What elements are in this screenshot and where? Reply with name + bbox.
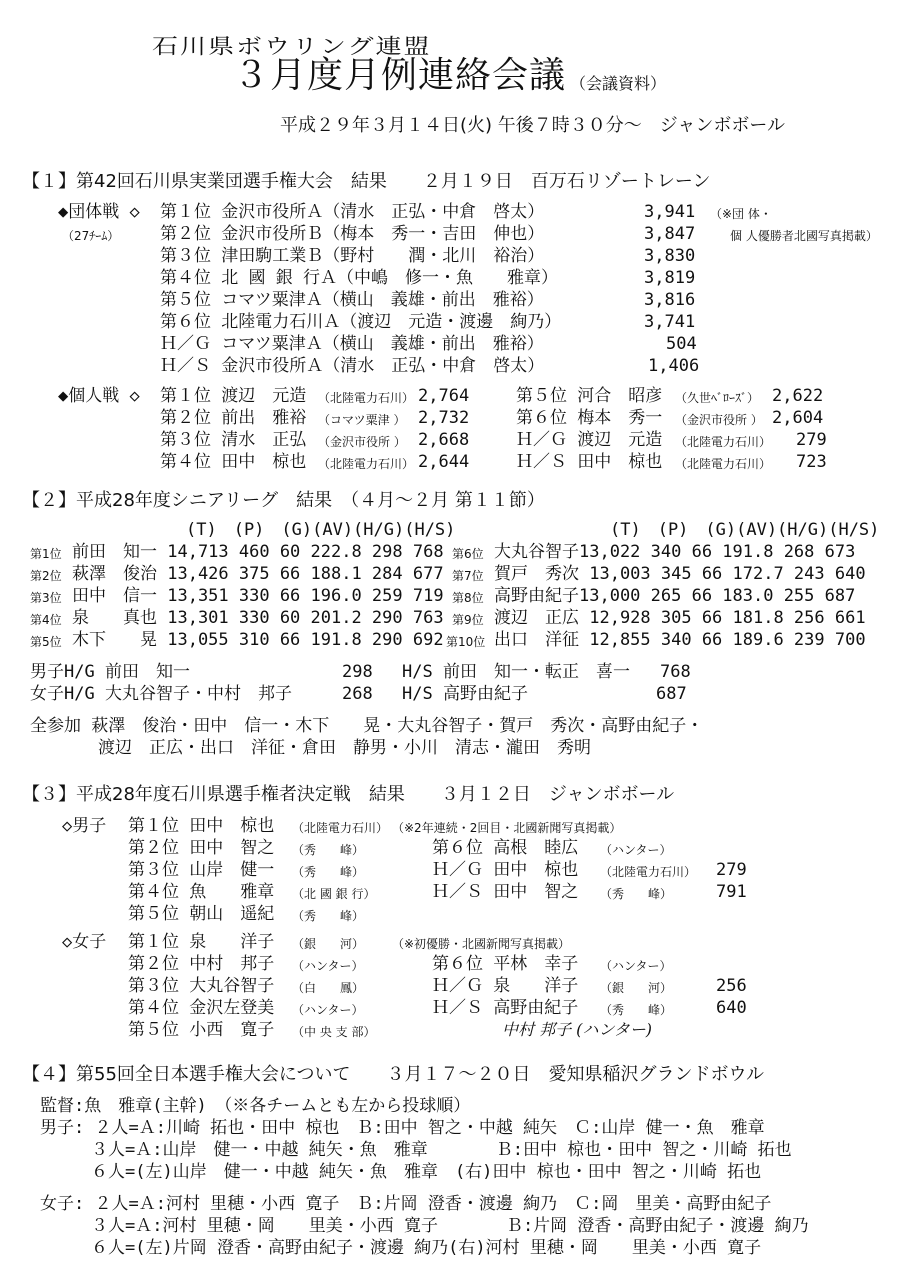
men-team: （秀 峰） [292,843,365,857]
meeting-datetime: 平成２９年３月１４日(火) 午後７時３０分〜 ジャンボボール [280,115,786,136]
men-hs-score: 768 [660,662,691,682]
women-rank-right: Ｈ／Ｓ 高野由紀子 [432,998,579,1018]
women-rank: 第２位 中村 邦子 [128,954,275,974]
men-rank-right: 第６位 高根 睦広 [432,838,579,858]
section-3-heading: 【３】平成28年度石川県選手権者決定戦 結果 ３月１２日 ジャンボボール [22,784,675,805]
ind-right-score: 279 [796,430,827,450]
individual-event-label: ◆個人戦 ◇ [58,386,140,406]
men-team-right: （北陸電力石川） [600,865,697,879]
senior-row-left: 田中 信一 13,351 330 66 196.0 259 719 [72,586,444,606]
women-label: ◇女子 [62,932,107,952]
women-team-right: （秀 峰） [600,1003,673,1017]
men-team: （秀 峰） [292,909,365,923]
team-score: 3,847 [644,224,696,244]
men-hg-label: 男子H/G 前田 知一 [30,662,190,682]
senior-col-header-left: (T) (P) (G)(AV)(H/G)(H/S) [186,520,456,540]
ind-right-team: （北陸電力石川） [675,435,772,449]
team-row: 第４位 北 國 銀 行Ａ（中嶋 修一・魚 雅章） [160,268,558,288]
men-lineup-6: ６人=(左)山岸 健一・中越 純矢・魚 雅章 (右)田中 椋也・田中 智之・川崎 拓也 [40,1162,762,1182]
handwritten-note: 中村 邦子 (ハンター) [502,1020,653,1039]
women-team: （ハンター） [292,1003,364,1017]
ind-left: 第２位 前出 雅裕 [160,408,307,428]
team-score: 3,830 [644,246,696,266]
org-name: 石川県ボウリング連盟 [152,35,432,59]
team-event-label: ◆団体戦 ◇ [58,202,140,222]
page-subtitle: （会議資料） [570,74,667,93]
men-rank: 第５位 朝山 遥紀 [128,904,275,924]
team-row: 第３位 津田駒工業Ｂ（野村 潤・北川 裕治） [160,246,545,266]
team-score: 3,941 [644,202,696,222]
women-rank: 第３位 大丸谷智子 [128,976,275,996]
women-score-right: 640 [716,998,747,1018]
men-rank-right: Ｈ／Ｓ 田中 智之 [432,882,579,902]
ind-left-score: 2,668 [418,430,470,450]
ind-left-team: （コマツ粟津 ） [318,413,406,427]
team-row: 第１位 金沢市役所Ａ（清水 正弘・中倉 啓太） [160,202,545,222]
senior-rank: 第1位 [30,547,62,561]
women-rank-right: Ｈ／Ｇ 泉 洋子 [432,976,579,996]
team-note: 個 人優勝者北國写真掲載） [730,229,878,243]
ind-right: Ｈ／Ｇ 渡辺 元造 [516,430,663,450]
senior-row-right: 大丸谷智子13,022 340 66 191.8 268 673 [494,542,856,562]
team-note: （※団 体・ [710,207,772,221]
men-rank: 第１位 田中 椋也 [128,816,275,836]
women-lineup-2: 女子: ２人=Ａ:河村 里穂・小西 寛子 Ｂ:片岡 澄香・渡邊 絢乃 Ｃ:岡 里美・高野由紀子 [40,1194,772,1214]
team-row: 第２位 金沢市役所Ｂ（梅本 秀一・吉田 伸也） [160,224,545,244]
senior-row-right: 高野由紀子13,000 265 66 183.0 255 687 [494,586,856,606]
ind-right-team: （北陸電力石川） [675,457,772,471]
women-lineup-6: ６人=(左)片岡 澄香・高野由紀子・渡邊 絢乃(右)河村 里穂・岡 里美・小西 寛子 [40,1238,762,1258]
team-score: 3,816 [644,290,696,310]
senior-row-left: 前田 知一 14,713 460 60 222.8 298 768 [72,542,444,562]
team-score: 504 [666,334,697,354]
men-team-right: （ハンター） [600,843,672,857]
senior-rank: 第4位 [30,613,62,627]
men-rank: 第３位 山岸 健一 [128,860,275,880]
ind-left: 第１位 渡辺 元造 [160,386,307,406]
senior-row-right: 出口 洋征 12,855 340 66 189.6 239 700 [494,630,866,650]
ind-left-team: （北陸電力石川） [318,391,415,405]
men-score-right: 791 [716,882,747,902]
senior-rank: 第10位 [446,635,486,649]
men-rank: 第２位 田中 智之 [128,838,275,858]
men-note: （※2年連続・2回目・北國新聞写真掲載） [392,821,622,835]
senior-rank: 第9位 [452,613,484,627]
team-row: 第６位 北陸電力石川Ａ（渡辺 元造・渡邊 絢乃） [160,312,562,332]
senior-rank: 第2位 [30,569,62,583]
section-1-heading: 【１】第42回石川県実業団選手権大会 結果 ２月１９日 百万石リゾートレーン [22,171,711,192]
ind-right: Ｈ／Ｓ 田中 椋也 [516,452,663,472]
women-hg-score: 268 [342,684,373,704]
senior-rank: 第8位 [452,591,484,605]
women-note: （※初優勝・北國新聞写真掲載） [392,937,571,951]
team-score: 3,741 [644,312,696,332]
men-team: （秀 峰） [292,865,365,879]
women-team: （銀 河） [292,937,365,951]
senior-rank: 第5位 [30,635,62,649]
women-team-right: （銀 河） [600,981,673,995]
page-title: ３月度月例連絡会議 [233,55,567,96]
men-hg-score: 298 [342,662,373,682]
women-rank: 第１位 泉 洋子 [128,932,275,952]
women-rank: 第５位 小西 寛子 [128,1020,275,1040]
section-2-heading: 【２】平成28年度シニアリーグ 結果 （４月〜２月 第１１節） [22,490,545,511]
senior-rank: 第6位 [452,547,484,561]
women-lineup-3: ３人=Ａ:河村 里穂・岡 里美・小西 寛子 Ｂ:片岡 澄香・高野由紀子・渡邊 絢乃 [40,1216,809,1236]
women-team: （白 鳳） [292,981,365,995]
ind-right-score: 723 [796,452,827,472]
women-team-right: （ハンター） [600,959,672,973]
team-score: 3,819 [644,268,696,288]
team-count: （27ﾁｰﾑ） [62,229,120,243]
ind-left-team: （金沢市役所 ） [318,435,406,449]
men-team-right: （秀 峰） [600,887,673,901]
women-hs-score: 687 [656,684,687,704]
men-lineup-3: ３人=Ａ:山岸 健一・中越 純矢・魚 雅章 Ｂ:田中 椋也・田中 智之・川崎 拓也 [40,1140,792,1160]
team-row: Ｈ／Ｇ コマツ粟津Ａ（横山 義雄・前出 雅裕） [160,334,544,354]
senior-row-right: 渡辺 正広 12,928 305 66 181.8 256 661 [494,608,866,628]
men-lineup-2: 男子: ２人=Ａ:川崎 拓也・田中 椋也 Ｂ:田中 智之・中越 純矢 Ｃ:山岸 健一・魚 雅章 [40,1118,765,1138]
women-team: （中 央 支 部） [292,1025,376,1039]
ind-left-score: 2,732 [418,408,470,428]
senior-row-left: 泉 真也 13,301 330 60 201.2 290 763 [72,608,444,628]
men-rank-right: Ｈ／Ｇ 田中 椋也 [432,860,579,880]
section-4-heading: 【４】第55回全日本選手権大会について ３月１７〜２０日 愛知県稲沢グランドボウル [22,1064,764,1085]
senior-row-right: 賀戸 秀次 13,003 345 66 172.7 243 640 [494,564,866,584]
senior-row-left: 木下 晃 13,055 310 66 191.8 290 692 [72,630,444,650]
men-rank: 第４位 魚 雅章 [128,882,275,902]
ind-right: 第６位 梅本 秀一 [516,408,663,428]
full-attendance-line-2: 渡辺 正広・出口 洋征・倉田 静男・小川 清志・瀧田 秀明 [98,738,591,758]
women-score-right: 256 [716,976,747,996]
coach-line: 監督:魚 雅章(主幹) （※各チームとも左から投球順） [40,1096,471,1116]
men-hs-label: H/S 前田 知一・転正 喜一 [402,662,630,682]
ind-left-team: （北陸電力石川） [318,457,415,471]
senior-rank: 第7位 [452,569,484,583]
team-row: Ｈ／Ｓ 金沢市役所Ａ（清水 正弘・中倉 啓太） [160,356,545,376]
men-label: ◇男子 [62,816,107,836]
senior-col-header-right: (T) (P) (G)(AV)(H/G)(H/S) [610,520,880,540]
senior-rank: 第3位 [30,591,62,605]
ind-right-score: 2,604 [772,408,824,428]
team-score: 1,406 [648,356,700,376]
women-rank-right: 第６位 平林 幸子 [432,954,579,974]
ind-left: 第４位 田中 椋也 [160,452,307,472]
full-attendance-line-1: 全参加 萩澤 俊治・田中 信一・木下 晃・大丸谷智子・賀戸 秀次・高野由紀子・ [30,716,704,736]
ind-left-score: 2,644 [418,452,470,472]
ind-right: 第５位 河合 昭彦 [516,386,663,406]
senior-row-left: 萩澤 俊治 13,426 375 66 188.1 284 677 [72,564,444,584]
women-rank: 第４位 金沢左登美 [128,998,275,1018]
women-hs-label: H/S 高野由紀子 [402,684,528,704]
women-team: （ハンター） [292,959,364,973]
ind-left: 第３位 清水 正弘 [160,430,307,450]
ind-right-team: （金沢市役所 ） [675,413,763,427]
ind-left-score: 2,764 [418,386,470,406]
women-hg-label: 女子H/G 大丸谷智子・中村 邦子 [30,684,292,704]
ind-right-score: 2,622 [772,386,824,406]
ind-right-team: （久世ﾍﾞﾛｰｽﾞ） [675,391,760,405]
team-row: 第５位 コマツ粟津Ａ（横山 義雄・前出 雅裕） [160,290,544,310]
men-score-right: 279 [716,860,747,880]
men-team: （北 國 銀 行） [292,887,376,901]
men-team: （北陸電力石川） [292,821,389,835]
